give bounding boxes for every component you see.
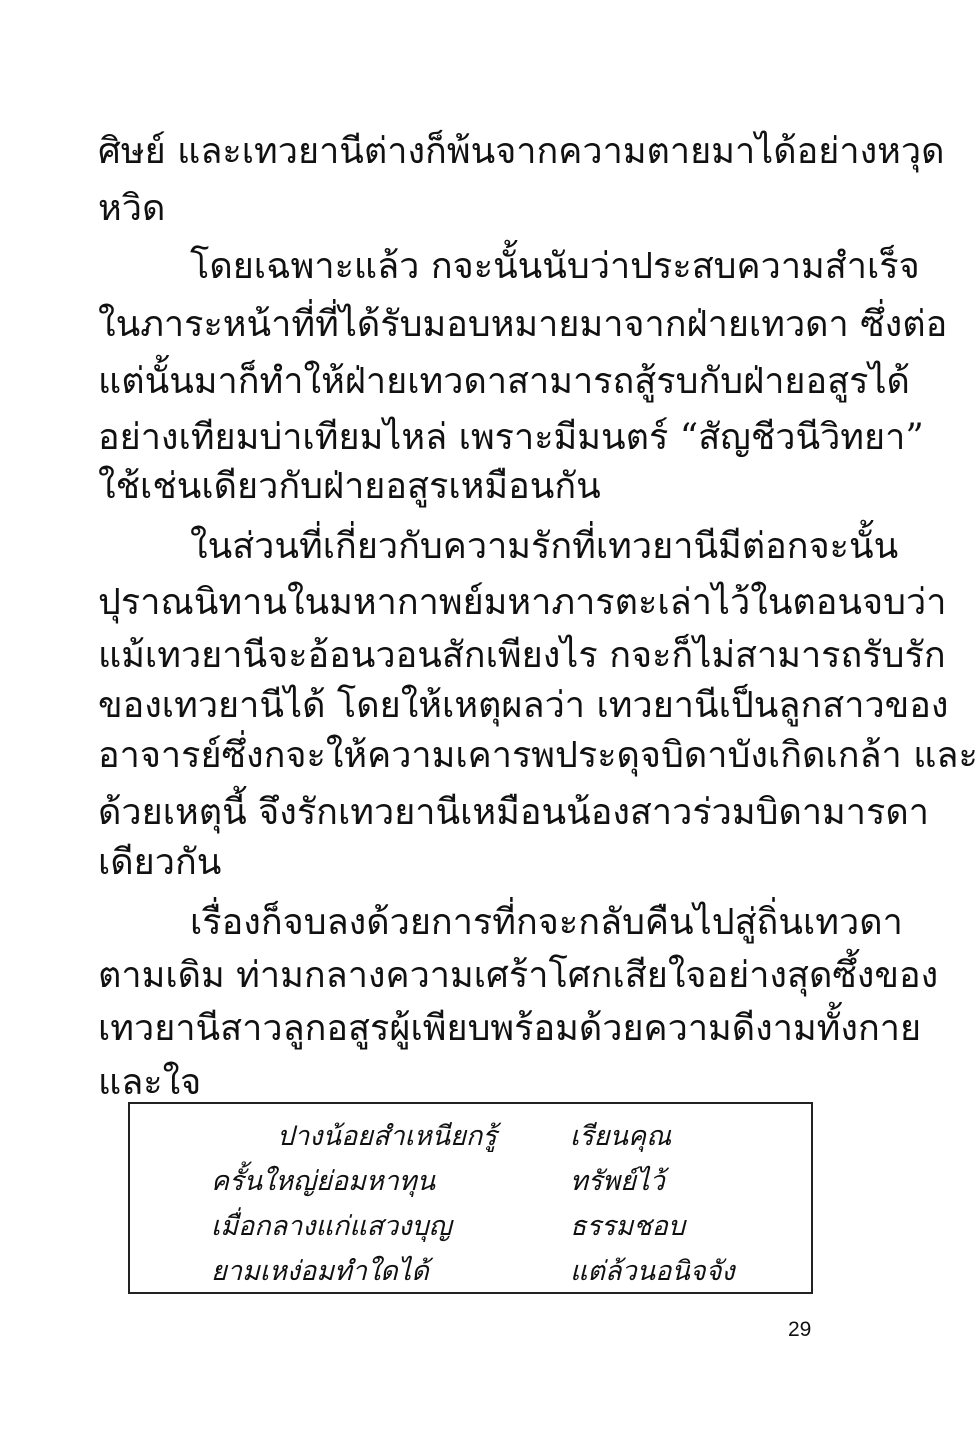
paragraph-2-line-3: แต่นั้นมาก็ทำให้ฝ่ายเทวดาสามารถสู้รบกับฝ่ายอสูรได้ xyxy=(98,361,910,402)
paragraph-2-line-5: ใช้เช่นเดียวกับฝ่ายอสูรเหมือนกัน xyxy=(98,466,601,507)
paragraph-1-line-1: ศิษย์ และเทวยานีต่างก็พ้นจากความตายมาได้อย่างหวุด xyxy=(98,131,945,172)
paragraph-4-line-1: เรื่องก็จบลงด้วยการที่กจะกลับคืนไปสู่ถิ่นเทวดา xyxy=(190,902,903,943)
paragraph-3-line-5: อาจารย์ซึ่งกจะให้ความเคารพประดุจบิดาบังเกิดเกล้า และ xyxy=(98,735,978,776)
page-number: 29 xyxy=(788,1318,812,1341)
verse-line-3-second: ธรรมชอบ xyxy=(570,1211,685,1242)
paragraph-4-line-4: และใจ xyxy=(98,1062,202,1103)
paragraph-3-line-3: แม้เทวยานีจะอ้อนวอนสักเพียงไร กจะก็ไม่สามารถรับรัก xyxy=(98,635,946,676)
verse-box xyxy=(128,1102,813,1294)
verse-line-3-first: เมื่อกลางแก่แสวงบุญ xyxy=(211,1211,452,1242)
paragraph-3-line-1: ในส่วนที่เกี่ยวกับความรักที่เทวยานีมีต่อกจะนั้น xyxy=(190,526,899,567)
paragraph-4-line-2: ตามเดิม ท่ามกลางความเศร้าโศกเสียใจอย่างสุดซึ้งของ xyxy=(98,955,939,996)
verse-line-1-first: ปางน้อยสำเหนียกรู้ xyxy=(277,1121,497,1152)
paragraph-2-line-1: โดยเฉพาะแล้ว กจะนั้นนับว่าประสบความสำเร็จ xyxy=(190,246,920,287)
verse-line-1-second: เรียนคุณ xyxy=(570,1121,672,1152)
verse-line-2-first: ครั้นใหญ่ย่อมหาทุน xyxy=(211,1166,436,1197)
verse-line-2-second: ทรัพย์ไว้ xyxy=(570,1166,665,1197)
paragraph-2-line-2: ในภาระหน้าที่ที่ได้รับมอบหมายมาจากฝ่ายเทวดา ซึ่งต่อ xyxy=(98,304,948,345)
paragraph-3-line-7: เดียวกัน xyxy=(98,842,222,883)
verse-line-4-first: ยามเหง่อมทำใดได้ xyxy=(211,1256,429,1287)
paragraph-3-line-4: ของเทวยานีได้ โดยให้เหตุผลว่า เทวยานีเป็นลูกสาวของ xyxy=(98,685,949,726)
verse-line-4-second: แต่ล้วนอนิจจัง xyxy=(570,1256,735,1287)
paragraph-3-line-2: ปุราณนิทานในมหากาพย์มหาภารตะเล่าไว้ในตอนจบว่า xyxy=(98,582,947,623)
paragraph-2-line-4: อย่างเทียมบ่าเทียมไหล่ เพราะมีมนตร์ “สัญชีวนีวิทยา” xyxy=(98,417,924,458)
paragraph-4-line-3: เทวยานีสาวลูกอสูรผู้เพียบพร้อมด้วยความดีงามทั้งกาย xyxy=(98,1008,922,1049)
paragraph-1-line-2: หวิด xyxy=(98,188,166,229)
paragraph-3-line-6: ด้วยเหตุนี้ จึงรักเทวยานีเหมือนน้องสาวร่วมบิดามารดา xyxy=(98,792,929,833)
